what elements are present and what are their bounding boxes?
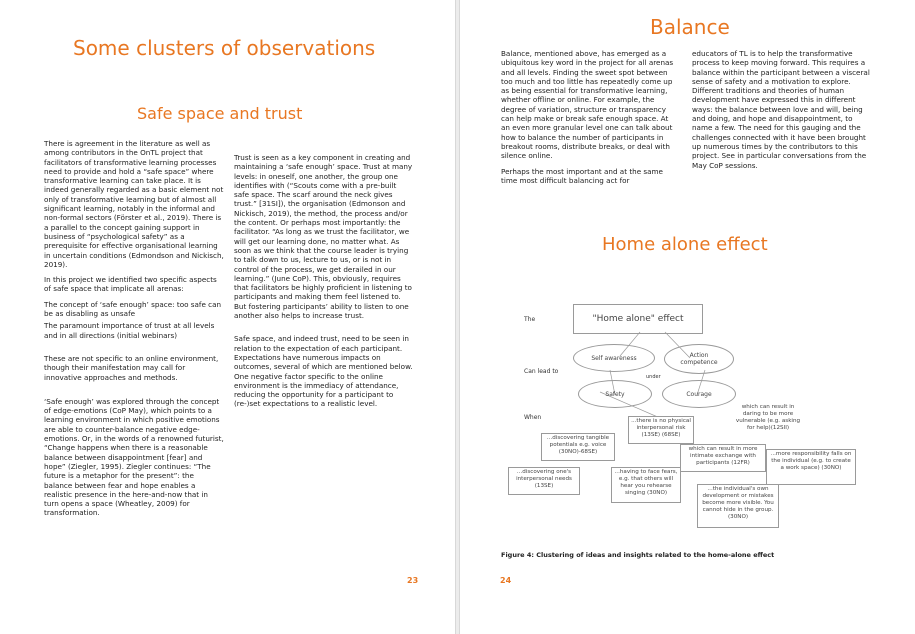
home-alone-effect-box: "Home alone" effect [573, 304, 703, 334]
paragraph: educators of TL is to help the transformative process to keep moving forward. This requires a balance within the participant between a visceral sense of safety and a motivation to explore. Different traditions and theories of human development have expressed this in different ways: the balance between love and will, being and doing, and hope and disappointment, to name a few. The need for this gauging and the challenges connected with it have been brought up numerous times by the contributors to this project. See in particular conversations from the May CoP sessions. [692, 49, 870, 170]
note-box: ...discovering tangible potentials e.g. voice (30NO)-68SE) [541, 433, 615, 461]
page-number: 24 [500, 576, 512, 585]
right-column-1 [501, 49, 679, 191]
note-box: ...discovering one's interpersonal needs (13SE) [508, 467, 580, 495]
paragraph: These are not specific to an online environment, though their manifestation may call for innovative approaches and methods. [44, 353, 219, 382]
paragraph: The concept of ‘safe enough’ space: too safe can be as disabling as unsafe [44, 299, 222, 319]
paragraph: Balance, mentioned above, has emerged as a ubiquitous key word in the project for all arenas and all levels. Finding the sweet spot between too much and too little has repeatedly come up as being essential for transformative learning, whether offline or online. For example, the degree of variation, structure or transparency can help make or break safe enough space. At an even more granular level one can talk about how to balance the number of participants in breakout rooms, distribute breaks, or deal with silence online. [501, 49, 674, 161]
diagram-label-under: under [646, 374, 661, 380]
note-box: which can result in daring to be more vulnerable (e.g. asking for help)(12SII) [730, 403, 806, 441]
note-box: ...more responsibility falls on the individual (e.g. to create a work space) (30NO) [766, 449, 856, 485]
home-alone-title: Home alone effect [602, 234, 768, 255]
diagram-label-can-lead-to: Can lead to [524, 368, 559, 375]
paragraph: ‘Safe enough’ was explored through the concept of edge-emotions (CoP May), which points to a learning environment in which positive emotions are able to counter-balance negative edge-emotions. Or, in the words of a renowned futurist, “Change happens when there is a reasonable balance between disappointment [fear] and hope” (Ziegler, 1995). Ziegler continues: “The future is a metaphor for the present”: the balance between fear and hope enables a realistic presence in the here-and-now that in turn opens a space (Wheatley, 2009) for transformation. [44, 396, 224, 518]
paragraph: Safe space, and indeed trust, need to be seen in relation to the expectation of each participant. Expectations have numerous impacts on outcomes, several of which are mentioned below. One negative factor specific to the online environment is the immediacy of attendance, reducing the opportunity for a participant to (re-)set expectations to a realistic level. [234, 334, 413, 409]
figure-caption: Figure 4: Clustering of ideas and insights related to the home-alone effect [501, 551, 775, 559]
note-box: ...there is no physical interpersonal risk (13SE) (68SE) [628, 416, 694, 444]
right-column-2 [692, 49, 872, 176]
balance-title: Balance [650, 15, 730, 39]
main-title: Some clusters of observations [73, 36, 376, 60]
diagram-label-when: When [524, 414, 542, 421]
paragraph: There is agreement in the literature as well as among contributors in the OnTL project that facilitators of transformative learning processes need to provide and hold a “safe space” where transformative learning can take place. It is indeed generally regarded as a basic element not only of transformative learning but of almost all significant learning, notably in the informal and non-formal sectors (Förster et al., 2019). There is a parallel to the concept gaining support in business of “psychological safety” as a prerequisite for effective organisational learning in uncertain conditions (Edmondson and Nickisch, 2019). [44, 139, 224, 269]
paragraph: Perhaps the most important and at the same time most difficult balancing act for [501, 166, 663, 185]
diagram-label-the: The [524, 316, 536, 323]
oval-action-competence: Action competence [664, 344, 734, 374]
note-box: ...the individual's own development or mistakes become more visible. You cannot hide in the group. (30NO) [697, 484, 779, 528]
section-title: Safe space and trust [137, 104, 303, 123]
left-column-1 [44, 139, 224, 524]
left-column-2 [234, 153, 413, 415]
oval-courage: Courage [662, 380, 736, 408]
paragraph: The paramount importance of trust at all levels and in all directions (initial webinars) [44, 321, 215, 340]
left-page [0, 0, 456, 634]
note-box: which can result in more intimate exchange with participants (12FR) [680, 444, 766, 472]
oval-self-awareness: Self awareness [573, 344, 655, 372]
page-number: 23 [407, 576, 419, 585]
note-box: ...having to face fears, e.g. that others will hear you rehearse singing (30NO) [611, 467, 681, 503]
paragraph: Trust is seen as a key component in creating and maintaining a ‘safe enough’ space. Trust at many levels: in oneself, one another, the group one identifies with (“Scouts come with a pre-built safe space. The scarf around the neck gives trust.” [31SI]), the organisation (Edmonson and Nickisch, 2019), the method, the process and/or the content. Or perhaps most importantly: the facilitator. “As long as we trust the facilitator, we will get our learning done, no matter what. As soon as we think that the course leader is trying to talk down to us, lecture to us, or is not in control of the process, we get derailed in our learning.” (June CoP). This, obviously, requires that facilitators be highly proficient in listening to participants and making them feel listened to. But fostering participants’ ability to listen to one another also helps to increase trust. [234, 153, 413, 321]
oval-safety: Safety [578, 380, 652, 408]
paragraph: In this project we identified two specific aspects of safe space that implicate all arenas: [44, 275, 217, 294]
